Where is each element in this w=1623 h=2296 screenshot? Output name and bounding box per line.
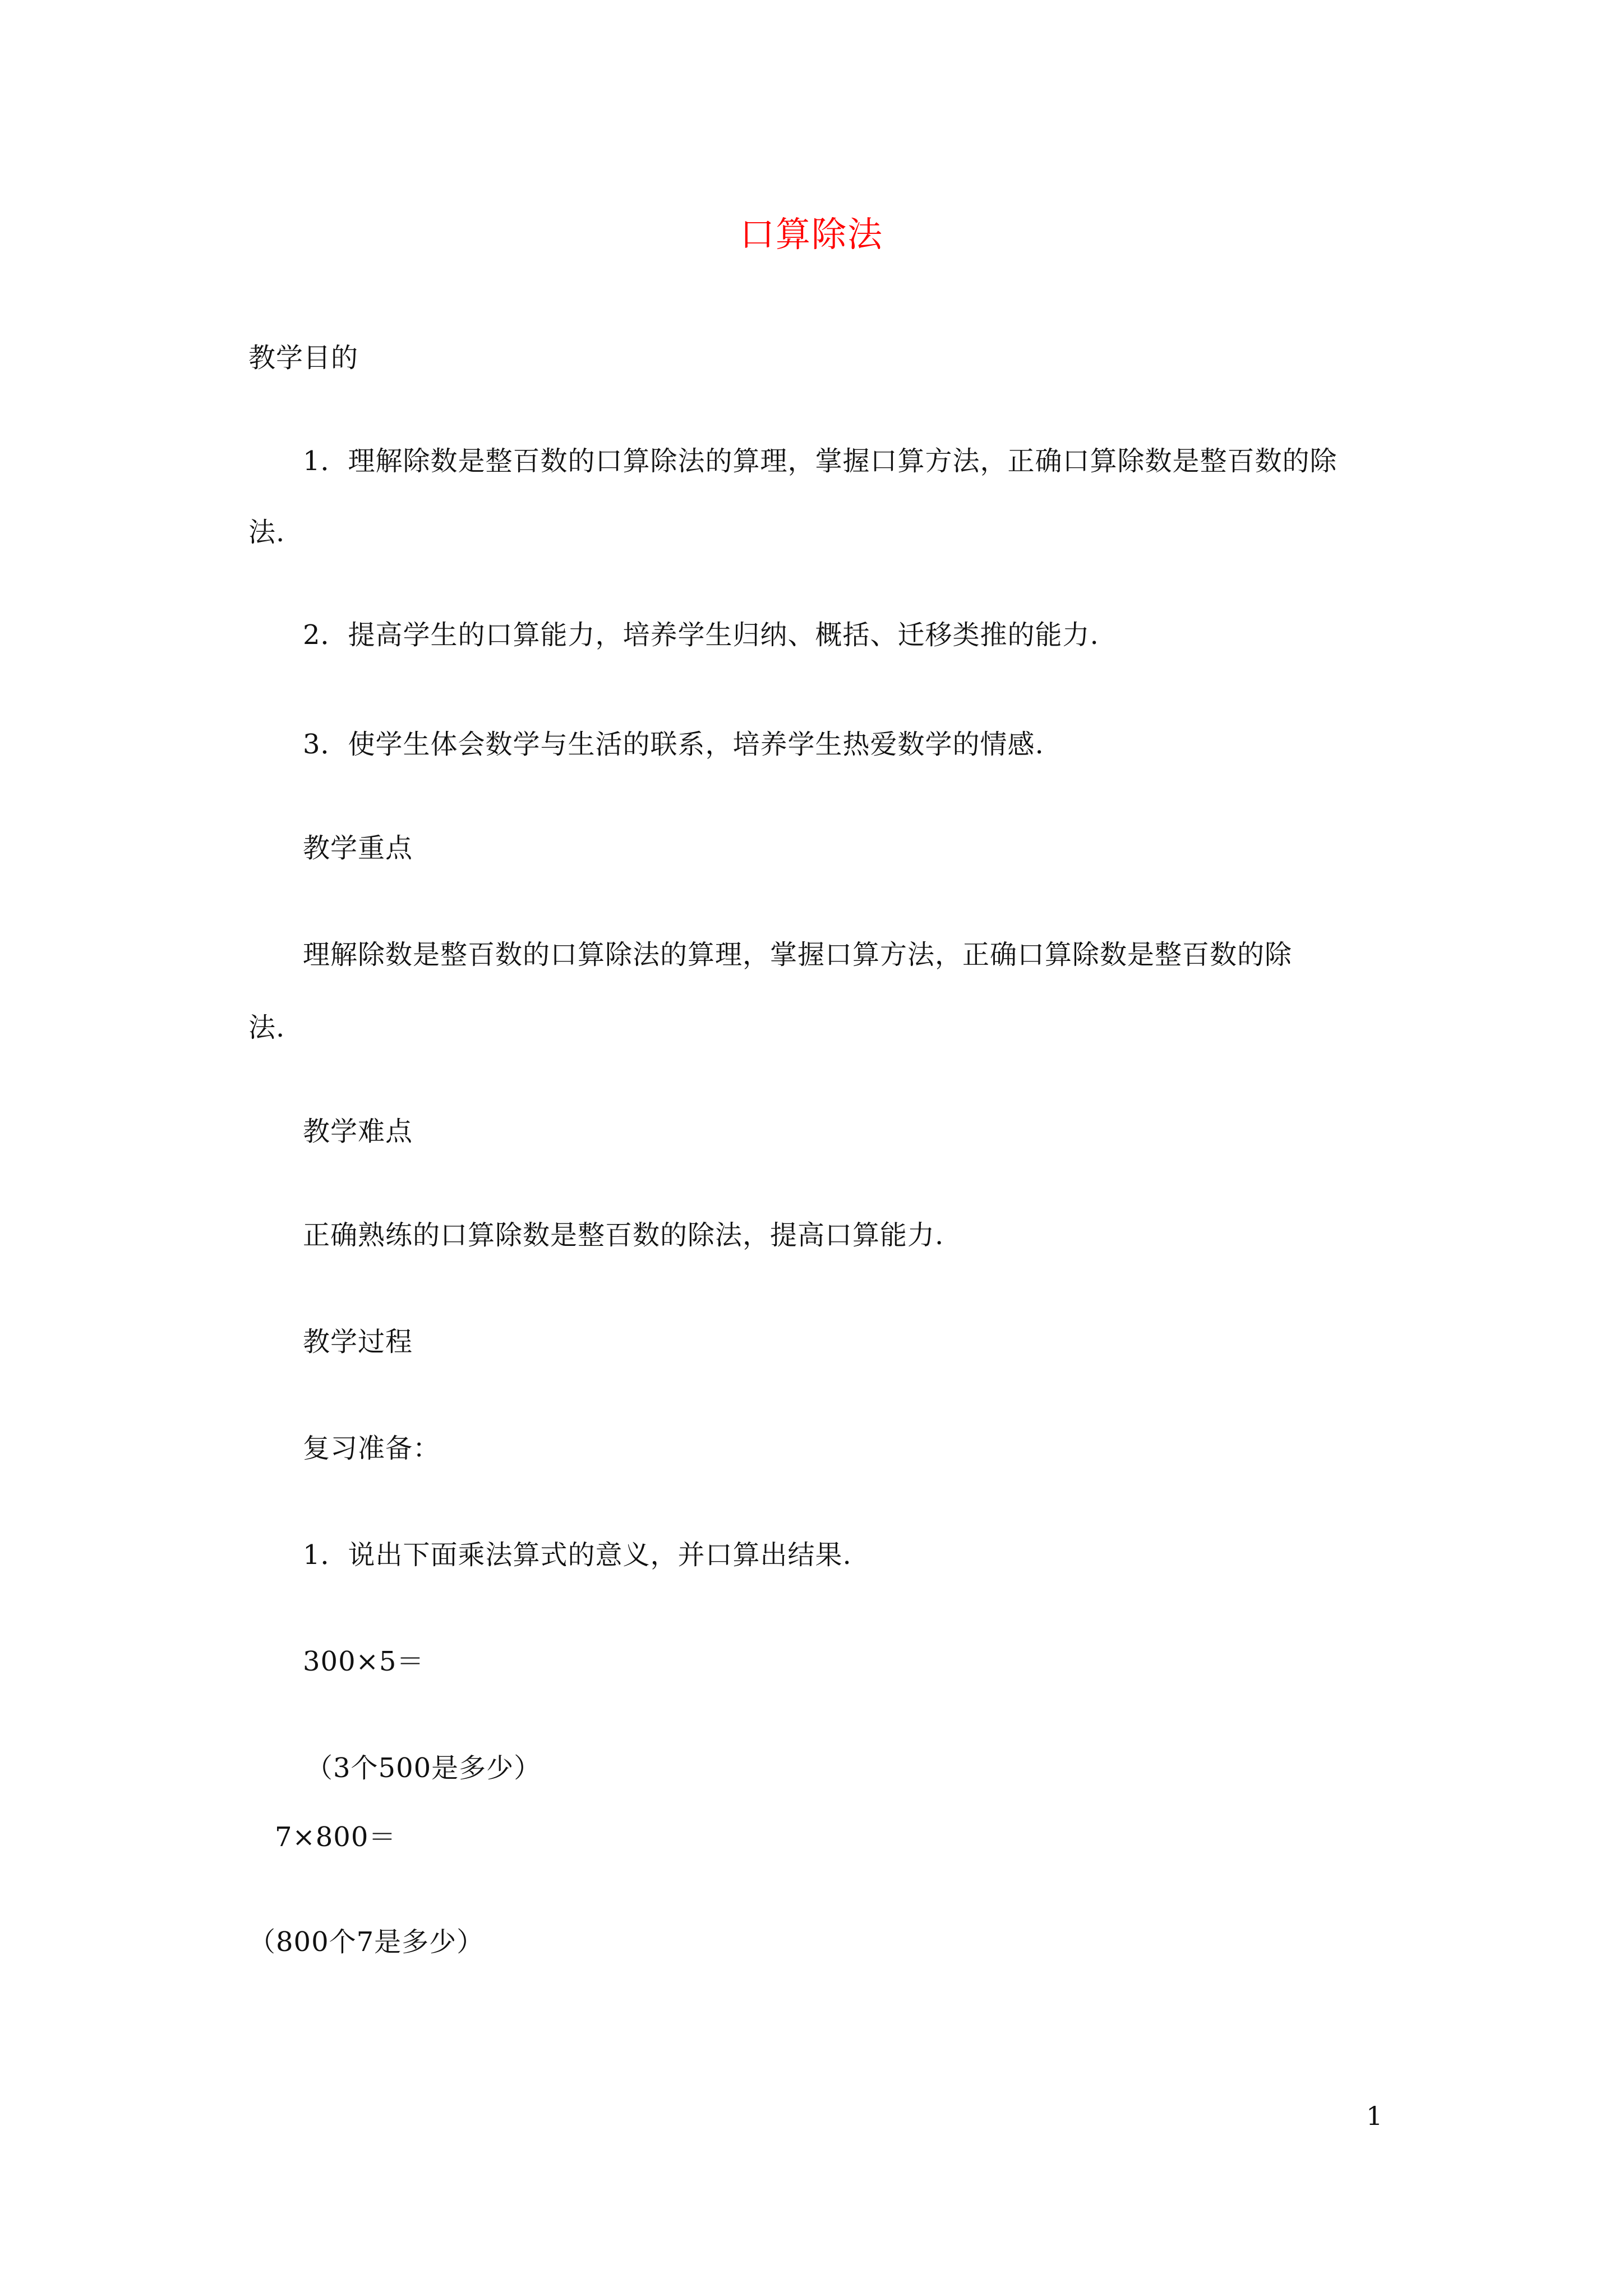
focus-line-1: 理解除数是整百数的口算除法的算理，掌握口算方法，正确口算除数是整百数的除 <box>303 939 1293 970</box>
heading-teaching-difficulty: 教学难点 <box>303 1116 413 1147</box>
focus-line-2: 法. <box>248 1012 285 1043</box>
objective-2: 2．提高学生的口算能力，培养学生归纳、概括、迁移类推的能力. <box>303 619 1099 651</box>
equation-7x800: 7×800＝ <box>275 1821 396 1853</box>
review-preparation: 复习准备： <box>303 1433 441 1464</box>
heading-teaching-focus: 教学重点 <box>303 832 413 864</box>
document-title: 口算除法 <box>739 214 883 255</box>
page-number: 1 <box>1366 2101 1383 2131</box>
review-item-1: 1．说出下面乘法算式的意义，并口算出结果. <box>303 1539 852 1571</box>
hint-3-of-500: （3个500是多少） <box>306 1752 542 1784</box>
heading-teaching-process: 教学过程 <box>303 1326 413 1358</box>
objective-1-line-1: 1．理解除数是整百数的口算除法的算理，掌握口算方法，正确口算除数是整百数的除 <box>303 445 1338 477</box>
equation-300x5: 300×5＝ <box>303 1646 425 1677</box>
objective-3: 3．使学生体会数学与生活的联系，培养学生热爱数学的情感. <box>303 729 1044 760</box>
hint-800-of-7: （800个7是多少） <box>248 1926 485 1958</box>
difficulty-text: 正确熟练的口算除数是整百数的除法，提高口算能力. <box>303 1220 944 1251</box>
objective-1-line-2: 法. <box>248 517 285 548</box>
heading-teaching-objectives: 教学目的 <box>248 342 359 374</box>
